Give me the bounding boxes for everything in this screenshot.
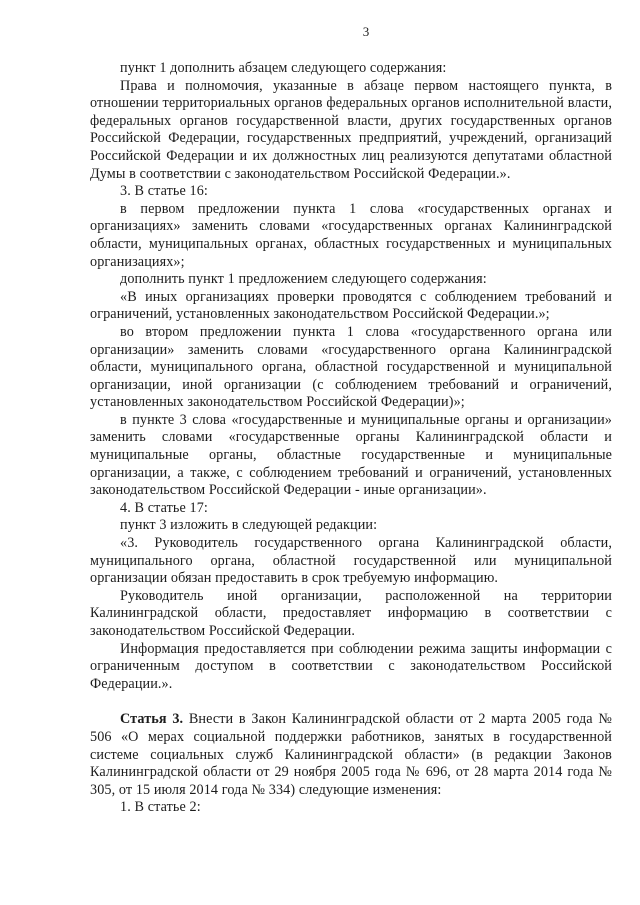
paragraph: пункт 3 изложить в следующей редакции: [120, 517, 378, 534]
paragraph: Руководитель иной организации, расположенной на территории Калининградской области, предоставляет информацию в соответствии с законодательством Российской Федерации. [90, 587, 612, 639]
paragraph: дополнить пункт 1 предложением следующего содержания: [120, 271, 487, 288]
paragraph: «3. Руководитель государственного органа Калининградской области, муниципального органа, областной государственной или муниципальной организации обязан предоставить в срок требуемую информацию. [90, 535, 612, 587]
paragraph: в первом предложении пункта 1 слова «государственных органах и организациях» заменить словами «государственных органах Калининградской области, муниципальных органах, областных государственных и муниципальных организациях»; [90, 200, 612, 270]
paragraph: во втором предложении пункта 1 слова «государственного органа или организации» заменить словами «государственного органа Калининградской области, муниципального органа, областной государственной и муниципальной организации, иной организации (с соблюдением требований и ограничений, установленных законодательством Российской Федерации)»; [90, 323, 612, 411]
paragraph: Информация предоставляется при соблюдении режима защиты информации с ограниченным доступом в соответствии с законодательством Российской Федерации.». [90, 640, 612, 692]
paragraph: 4. В статье 17: [120, 499, 208, 516]
page-number: 3 [362, 24, 370, 39]
paragraph: в пункте 3 слова «государственные и муниципальные органы и организации» заменить словами «государственные органы Калининградской области и муниципальные органы, областные государственные и муниципальные организации, а также, с соблюдением требований и ограничений, установленных законодательством Российской Федерации - иные организации». [90, 411, 612, 499]
paragraph: «В иных организациях проверки проводятся с соблюдением требований и ограничений, установленных законодательством Российской Федерации.»; [90, 288, 612, 323]
paragraph: Права и полномочия, указанные в абзаце первом настоящего пункта, в отношении территориальных органов федеральных органов исполнительной власти, федеральных органов государственной власти, других государственных органов Российской Федерации, государственных предприятий, учреждений, организаций Российской Федерации и их должностных лиц реализуются депутатами областной Думы в соответствии с законодательством Российской Федерации.». [90, 77, 612, 182]
section-spacer [90, 693, 612, 711]
paragraph: пункт 1 дополнить абзацем следующего содержания: [120, 60, 447, 76]
document-body [90, 60, 612, 817]
paragraph: 3. В статье 16: [120, 183, 208, 200]
article-3-text: Внести в Закон Калининградской области от 2 марта 2005 года № 506 «О мерах социальной поддержки работников, занятых в государственной системе социальных служб Калининградской области» (в редакции Законов Калининградской области от 29 ноября 2005 года № 696, от 28 марта 2014 года № 305, от 15 июля 2014 года № 334) следующие изменения: [90, 711, 612, 798]
paragraph-last: 1. В статье 2: [120, 799, 201, 816]
article-3-paragraph [90, 711, 612, 799]
article-3-heading: Статья 3. [120, 711, 184, 728]
